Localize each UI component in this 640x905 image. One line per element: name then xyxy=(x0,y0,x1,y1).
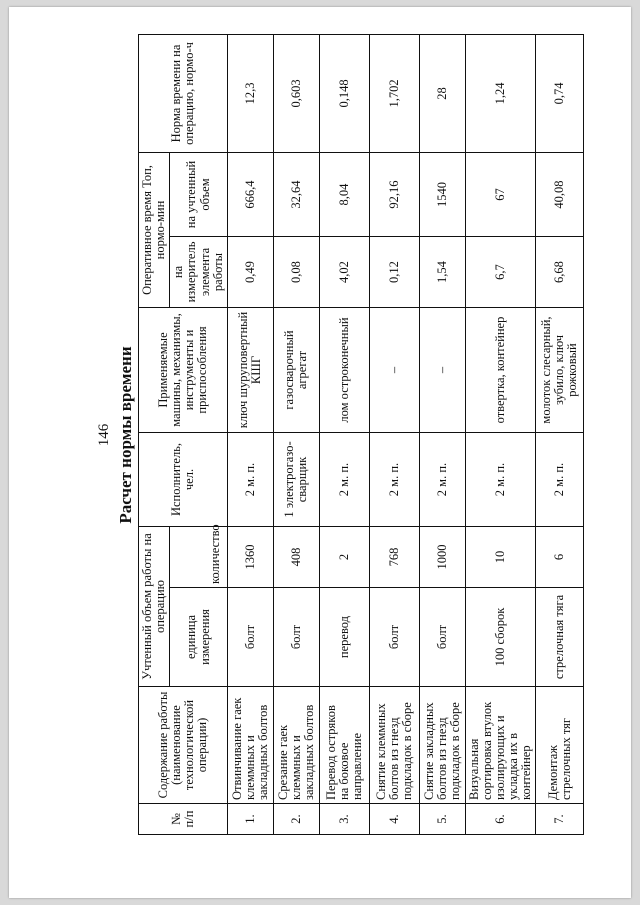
row-num: 4. xyxy=(369,804,419,835)
row-qty: 408 xyxy=(273,527,319,588)
row-norm: 0,603 xyxy=(273,34,319,152)
row-per-element: 0,12 xyxy=(369,237,419,308)
row-num: 2. xyxy=(273,804,319,835)
table-row xyxy=(227,34,273,834)
row-per-element: 6,7 xyxy=(465,237,536,308)
row-qty: 6 xyxy=(536,527,584,588)
row-num: 1. xyxy=(227,804,273,835)
row-unit: болт xyxy=(227,588,273,687)
header-per-element: на измеритель элемента работы xyxy=(170,237,228,308)
row-unit: болт xyxy=(419,588,465,687)
rotated-content xyxy=(96,35,631,835)
row-qty: 1360 xyxy=(227,527,273,588)
row-tools: – xyxy=(369,308,419,433)
row-content: Отвинчивание гаек клеммных и закладных болтов xyxy=(227,687,273,804)
table-row xyxy=(536,34,584,834)
row-per-volume: 1540 xyxy=(419,152,465,236)
row-per-volume: 8,04 xyxy=(319,152,369,236)
row-unit: стрелочная тяга xyxy=(536,588,584,687)
row-tools: – xyxy=(419,308,465,433)
row-content: Снятие закладных болтов из гнезд подкладок в сборе xyxy=(419,687,465,804)
row-per-element: 6,68 xyxy=(536,237,584,308)
row-content: Снятие клеммных болтов из гнезд подкладок в сборе xyxy=(369,687,419,804)
row-norm: 1,24 xyxy=(465,34,536,152)
row-num: 3. xyxy=(319,804,369,835)
row-performer: 2 м. п. xyxy=(319,433,369,527)
row-performer: 2 м. п. xyxy=(465,433,536,527)
table-row xyxy=(465,34,536,834)
header-per-volume: на учтенный объем xyxy=(170,152,228,236)
row-num: 7. xyxy=(536,804,584,835)
row-content: Перевод остряков на боковое направление xyxy=(319,687,369,804)
row-per-element: 4,02 xyxy=(319,237,369,308)
row-per-volume: 67 xyxy=(465,152,536,236)
row-per-volume: 32,64 xyxy=(273,152,319,236)
row-performer: 2 м. п. xyxy=(369,433,419,527)
header-qty-top xyxy=(170,527,206,588)
header-volume: Учтенный объем работы на операцию xyxy=(139,527,170,687)
time-norm-table xyxy=(138,34,584,835)
row-qty: 1000 xyxy=(419,527,465,588)
row-performer: 2 м. п. xyxy=(227,433,273,527)
table-row xyxy=(319,34,369,834)
row-qty: 10 xyxy=(465,527,536,588)
row-norm: 28 xyxy=(419,34,465,152)
row-tools: ключ шуруповертный КШГ xyxy=(227,308,273,433)
row-unit: перевод xyxy=(319,588,369,687)
row-qty: 768 xyxy=(369,527,419,588)
row-per-volume: 40,08 xyxy=(536,152,584,236)
row-num: 5. xyxy=(419,804,465,835)
row-content: Визуальная сортировка втулок изолирующих и укладка их в контейнер xyxy=(465,687,536,804)
header-unit: единица измерения xyxy=(170,588,228,687)
header-qty: количество xyxy=(205,527,227,588)
header-content: Содержание работы (наименование технологической операции) xyxy=(139,687,228,804)
page-title: Расчет нормы времени xyxy=(116,346,135,524)
row-per-volume: 92,16 xyxy=(369,152,419,236)
row-norm: 0,148 xyxy=(319,34,369,152)
row-unit: болт xyxy=(369,588,419,687)
row-content: Срезание гаек клеммных и закладных болтов xyxy=(273,687,319,804)
row-tools: лом остроконечный xyxy=(319,308,369,433)
row-performer: 1 электрогазо-сварщик xyxy=(273,433,319,527)
table-row xyxy=(419,34,465,834)
row-per-element: 0,49 xyxy=(227,237,273,308)
row-performer: 2 м. п. xyxy=(536,433,584,527)
row-per-volume: 666,4 xyxy=(227,152,273,236)
row-norm: 12,3 xyxy=(227,34,273,152)
document-page xyxy=(9,7,631,898)
row-performer: 2 м. п. xyxy=(419,433,465,527)
row-tools: молоток слесарный, зубило, ключ рожковый xyxy=(536,308,584,433)
row-qty: 2 xyxy=(319,527,369,588)
table-row xyxy=(369,34,419,834)
row-per-element: 0,08 xyxy=(273,237,319,308)
row-unit: 100 сборок xyxy=(465,588,536,687)
row-tools: отвертка, контейнер xyxy=(465,308,536,433)
table-body xyxy=(227,34,584,834)
header-tools: Применяемые машины, механизмы, инструменты и приспособления xyxy=(139,308,228,433)
table-row xyxy=(273,34,319,834)
row-num: 6. xyxy=(465,804,536,835)
header-num: № п/п xyxy=(139,804,228,835)
row-norm: 0,74 xyxy=(536,34,584,152)
row-unit: болт xyxy=(273,588,319,687)
row-tools: газосварочный агрегат xyxy=(273,308,319,433)
header-performer: Исполнитель, чел. xyxy=(139,433,228,527)
header-optime: Оперативное время Топ, нормо-мин xyxy=(139,152,170,307)
row-norm: 1,702 xyxy=(369,34,419,152)
header-norm: Норма времени на операцию, нормо-ч xyxy=(139,34,228,152)
page-number: 146 xyxy=(96,423,112,447)
row-per-element: 1,54 xyxy=(419,237,465,308)
row-content: Демонтаж стрелочных тяг xyxy=(536,687,584,804)
